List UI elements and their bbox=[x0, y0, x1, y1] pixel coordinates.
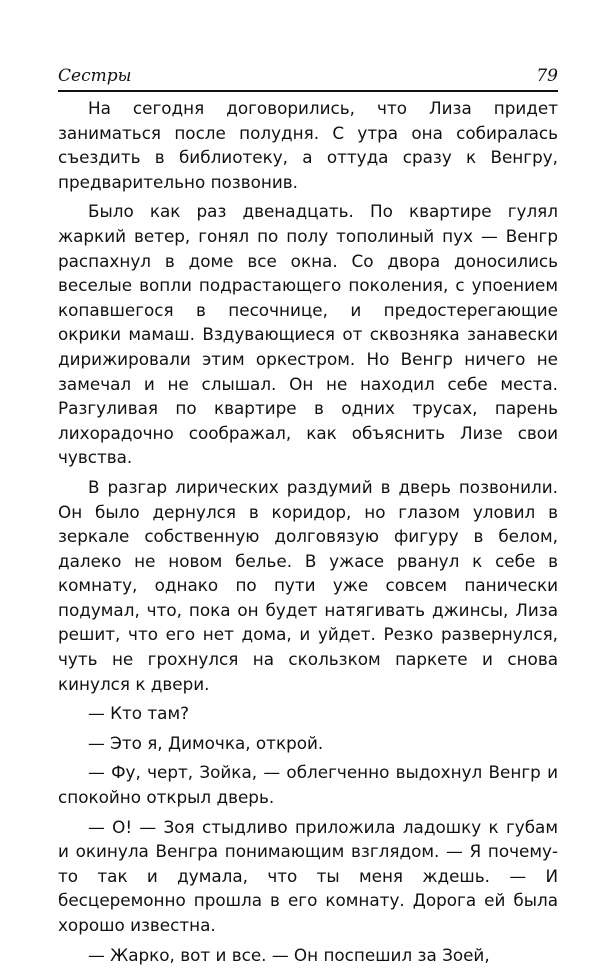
dialogue-line: — Это я, Димочка, открой. bbox=[88, 732, 324, 753]
body-text bbox=[58, 96, 558, 967]
paragraph: На сегодня договорились, что Лиза придет заниматься после полудня. С утра она собиралась съездить в библиотеку, а оттуда сразу к Венгру, предварительно позвонив. bbox=[58, 98, 558, 192]
page-number: 79 bbox=[536, 66, 558, 86]
running-header bbox=[58, 66, 558, 92]
dialogue-line: — Жарко, вот и все. — Он поспешил за Зоей, bbox=[88, 944, 490, 965]
paragraph: Было как раз двенадцать. По квартире гулял жаркий ветер, гонял по полу тополиный пух — Венгр распахнул в доме все окна. Со двора доносились веселые вопли подрастающего поколения, с упоением копавшегося в песочнице, и предостерегающие окрики мамаш. Вздувающиеся от сквозняка занавески дирижировали этим оркестром. Но Венгр ничего не замечал и не слышал. Он не находил себе места. Разгуливая по квартире в одних трусах, парень лихорадочно соображал, как объяснить Лизе свои чувства. bbox=[58, 201, 558, 468]
dialogue-line: — О! — Зоя стыдливо приложила ладошку к губам и окинула Венгра понимающим взглядом. — Я почему-то так и думала, что ты меня ждешь. — И бесцеремонно прошла в его комнату. Дорога ей была хорошо известна. bbox=[58, 816, 558, 935]
dialogue-line: — Кто там? bbox=[88, 703, 190, 724]
chapter-title: Сестры bbox=[58, 66, 132, 86]
paragraph: В разгар лирических раздумий в дверь позвонили. Он было дернулся в коридор, но глазом уловил в зеркале собственную долговязую фигуру в белом, далеко не новом белье. В ужасе рванул к себе в комнату, однако по пути уже совсем панически подумал, что, пока он будет натягивать джинсы, Лиза решит, что его нет дома, и уйдет. Резко развернулся, чуть не грохнулся на скользком паркете и снова кинулся к двери. bbox=[58, 476, 558, 694]
dialogue-line: — Фу, черт, Зойка, — облегченно выдохнул Венгр и спокойно открыл дверь. bbox=[58, 762, 558, 808]
